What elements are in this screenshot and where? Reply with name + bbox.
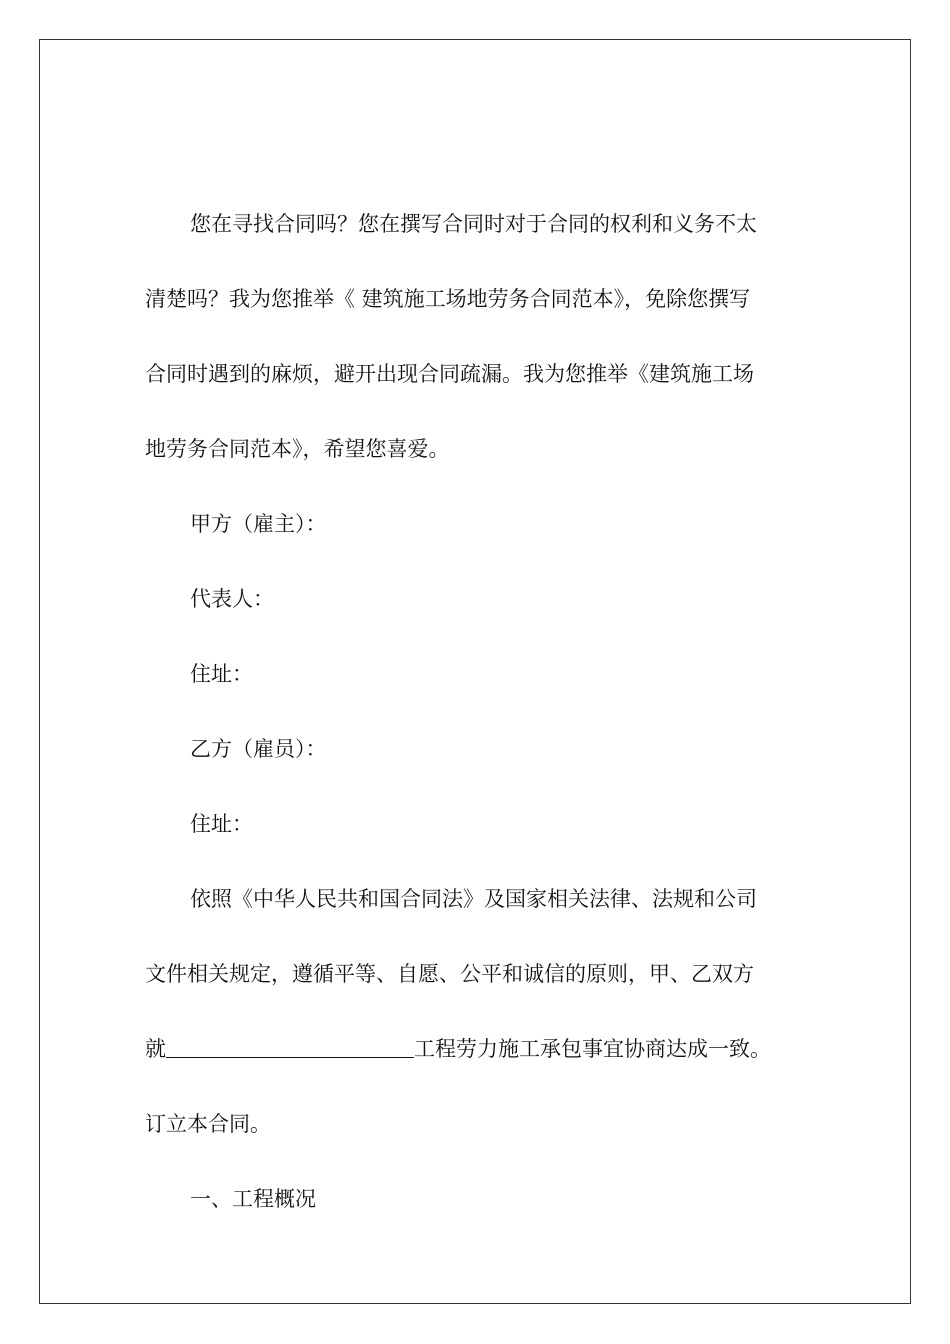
basis-line-2: 文件相关规定，遵循平等、自愿、公平和诚信的原则，甲、乙双方 xyxy=(145,962,754,986)
basis-line-3-suffix: 工程劳力施工承包事宜协商达成一致。 xyxy=(414,1037,771,1061)
intro-line-4: 地劳务合同范本》，希望您喜爱。 xyxy=(145,437,450,461)
basis-line-3 xyxy=(145,1029,771,1069)
party-a-label: 甲方（雇主）： xyxy=(190,512,327,536)
intro-line-3: 合同时遇到的麻烦，避开出现合同疏漏。我为您推举《建筑施工场 xyxy=(145,362,754,386)
address-a-label: 住址： xyxy=(190,662,253,686)
basis-line-1: 依照《中华人民共和国合同法》及国家相关法律、法规和公司 xyxy=(190,887,757,911)
party-b-label: 乙方（雇员）： xyxy=(190,737,327,761)
basis-line-3-prefix: 就 xyxy=(145,1037,166,1061)
basis-line-4: 订立本合同。 xyxy=(145,1112,271,1136)
address-b-label: 住址： xyxy=(190,812,253,836)
section-heading-1: 一、工程概况 xyxy=(190,1187,316,1211)
intro-line-1: 您在寻找合同吗？您在撰写合同时对于合同的权利和义务不太 xyxy=(190,212,757,236)
project-name-blank xyxy=(166,1035,414,1058)
representative-label: 代表人： xyxy=(190,587,274,611)
intro-line-2: 清楚吗？我为您推举《 建筑施工场地劳务合同范本》，免除您撰写 xyxy=(145,287,751,311)
